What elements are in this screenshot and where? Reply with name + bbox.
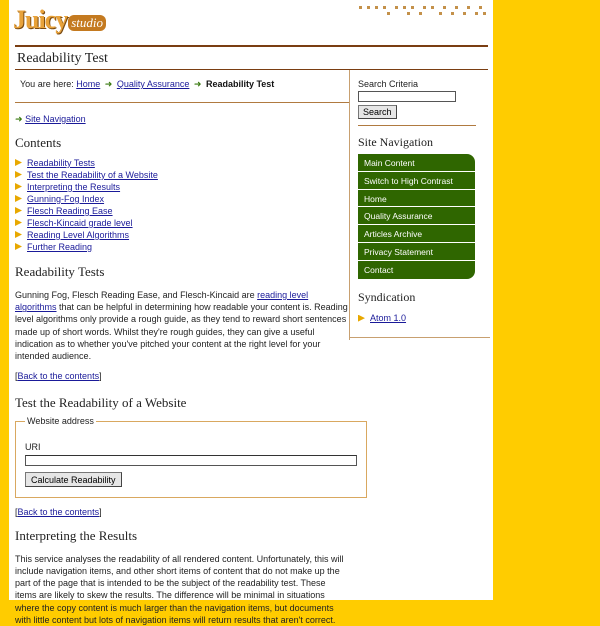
decorative-dot: [375, 6, 378, 9]
breadcrumb-divider: [15, 102, 349, 103]
decorative-dot: [439, 12, 442, 15]
breadcrumb-quality-assurance-link[interactable]: Quality Assurance: [116, 79, 190, 89]
decorative-dot: [395, 6, 398, 9]
skip-navigation: [15, 114, 349, 125]
sidebar-divider: [358, 125, 476, 126]
bullet-arrow-icon: [15, 159, 22, 166]
search-button[interactable]: Search: [358, 105, 397, 119]
back-to-contents-link[interactable]: Back to the contents: [17, 371, 100, 382]
decorative-dot: [443, 6, 446, 9]
decorative-dot: [463, 12, 466, 15]
search-input[interactable]: [358, 91, 456, 102]
decorative-dot: [475, 12, 478, 15]
fieldset-legend: Website address: [27, 416, 94, 427]
contents-link[interactable]: Gunning-Fog Index: [27, 194, 105, 204]
decorative-dot: [431, 6, 434, 9]
bullet-arrow-icon: [358, 315, 365, 322]
decorative-dot: [467, 6, 470, 9]
breadcrumb-home-link[interactable]: Home: [76, 79, 101, 89]
interpreting-paragraph: This service analyses the readability of all rendered content. Unfortunately, this will include navigation items, and other short items of content that do not make up the part of the page that is intended to be the subject of the readability test. These items are likely to skew the results. The difference will be minimal in situations where the copy content is much larger than the navigation items, but documents with little content but lots of navigation items will return results that aren't correct.: [15, 553, 344, 625]
list-item: [15, 181, 349, 193]
search-criteria-label: Search Criteria: [358, 79, 419, 89]
nav-item-main-content[interactable]: Main Content: [358, 154, 475, 172]
list-item: [15, 193, 349, 205]
site-navigation-menu: [358, 154, 475, 279]
main-content: [15, 70, 349, 626]
atom-feed-link[interactable]: Atom 1.0: [370, 312, 407, 323]
test-readability-heading: Test the Readability of a Website: [15, 395, 187, 411]
back-to-contents-link[interactable]: Back to the contents: [17, 506, 100, 517]
decorative-dot: [455, 6, 458, 9]
contents-link[interactable]: Flesch-Kincaid grade level: [27, 218, 133, 228]
decorative-dot: [483, 12, 486, 15]
list-item: [15, 169, 349, 181]
decorative-dots: [359, 6, 489, 20]
site-navigation-heading: Site Navigation: [358, 135, 433, 149]
bullet-arrow-icon: [15, 195, 22, 202]
contents-link[interactable]: Readability Tests: [27, 158, 95, 168]
site-navigation-skip-link[interactable]: Site Navigation: [25, 114, 86, 124]
decorative-dot: [479, 6, 482, 9]
arrow-right-icon: ➜: [15, 114, 23, 124]
bullet-arrow-icon: [15, 243, 22, 250]
interpreting-results-heading: Interpreting the Results: [15, 527, 138, 543]
bullet-arrow-icon: [15, 171, 22, 178]
bullet-arrow-icon: [15, 231, 22, 238]
contents-link[interactable]: Reading Level Algorithms: [27, 230, 130, 240]
back-to-contents: [Back to the contents]: [15, 371, 102, 382]
arrow-right-icon: ➜: [104, 79, 113, 89]
reading-level-algorithms-link[interactable]: reading level algorithms: [15, 290, 309, 313]
bullet-arrow-icon: [15, 219, 22, 226]
atom-feed-item: [358, 313, 490, 323]
contents-link[interactable]: Test the Readability of a Website: [27, 170, 158, 180]
title-rule-top: [15, 45, 488, 47]
calculate-readability-button[interactable]: Calculate Readability: [25, 472, 122, 487]
decorative-dot: [387, 12, 390, 15]
list-item: [15, 217, 349, 229]
nav-item-quality-assurance[interactable]: Quality Assurance: [358, 207, 475, 225]
website-address-fieldset: [15, 416, 367, 498]
list-item: [15, 241, 349, 253]
nav-item-privacy-statement[interactable]: Privacy Statement: [358, 243, 475, 261]
readability-tests-paragraph: [15, 289, 349, 362]
arrow-right-icon: ➜: [193, 79, 202, 89]
back-to-contents: [Back to the contents]: [15, 506, 102, 517]
nav-item-articles-archive[interactable]: Articles Archive: [358, 225, 475, 243]
contents-link[interactable]: Flesch Reading Ease: [27, 206, 113, 216]
breadcrumb: [15, 70, 349, 95]
bullet-arrow-icon: [15, 183, 22, 190]
list-item: [15, 205, 349, 217]
decorative-dot: [367, 6, 370, 9]
contents-heading: Contents: [15, 135, 62, 150]
decorative-dot: [419, 12, 422, 15]
breadcrumb-prefix: You are here:: [20, 79, 74, 89]
uri-input[interactable]: [25, 455, 357, 466]
decorative-dot: [359, 6, 362, 9]
logo-main-text: Juicy: [13, 5, 68, 34]
decorative-dot: [423, 6, 426, 9]
contents-link[interactable]: Interpreting the Results: [27, 182, 121, 192]
decorative-dot: [383, 6, 386, 9]
paragraph-text: Gunning Fog, Flesch Reading Ease, and Flesch-Kincaid are: [15, 290, 258, 300]
page-container: [9, 0, 493, 625]
logo-sub-text: studio: [68, 15, 106, 31]
decorative-dot: [411, 6, 414, 9]
decorative-dot: [451, 12, 454, 15]
sidebar: [349, 70, 490, 340]
paragraph-text: that can be helpful in determining how readable your content is. Reading level algorithms only provide a rough guide, as they tend to reward short sentences made up of short words. Whilst they're rough guides, they can give a useful indication as to whether you've pitched your content at the right level for your intended audience.: [15, 302, 348, 362]
contents-list: [15, 157, 349, 253]
nav-item-contact[interactable]: Contact: [364, 264, 394, 275]
nav-item-high-contrast[interactable]: Switch to High Contrast: [358, 172, 475, 190]
site-logo[interactable]: [13, 4, 106, 36]
nav-item-home[interactable]: Home: [358, 190, 475, 208]
contents-link[interactable]: Further Reading: [27, 242, 93, 252]
list-item: [15, 229, 349, 241]
decorative-dot: [403, 6, 406, 9]
page-title: Readability Test: [17, 51, 108, 66]
list-item: [15, 157, 349, 169]
breadcrumb-current: Readability Test: [205, 79, 275, 89]
syndication-heading: Syndication: [358, 289, 416, 304]
uri-label: URI: [25, 442, 41, 453]
decorative-dot: [407, 12, 410, 15]
readability-tests-heading: Readability Tests: [15, 264, 105, 279]
bullet-arrow-icon: [15, 207, 22, 214]
sidebar-bottom-rule: [350, 337, 490, 338]
